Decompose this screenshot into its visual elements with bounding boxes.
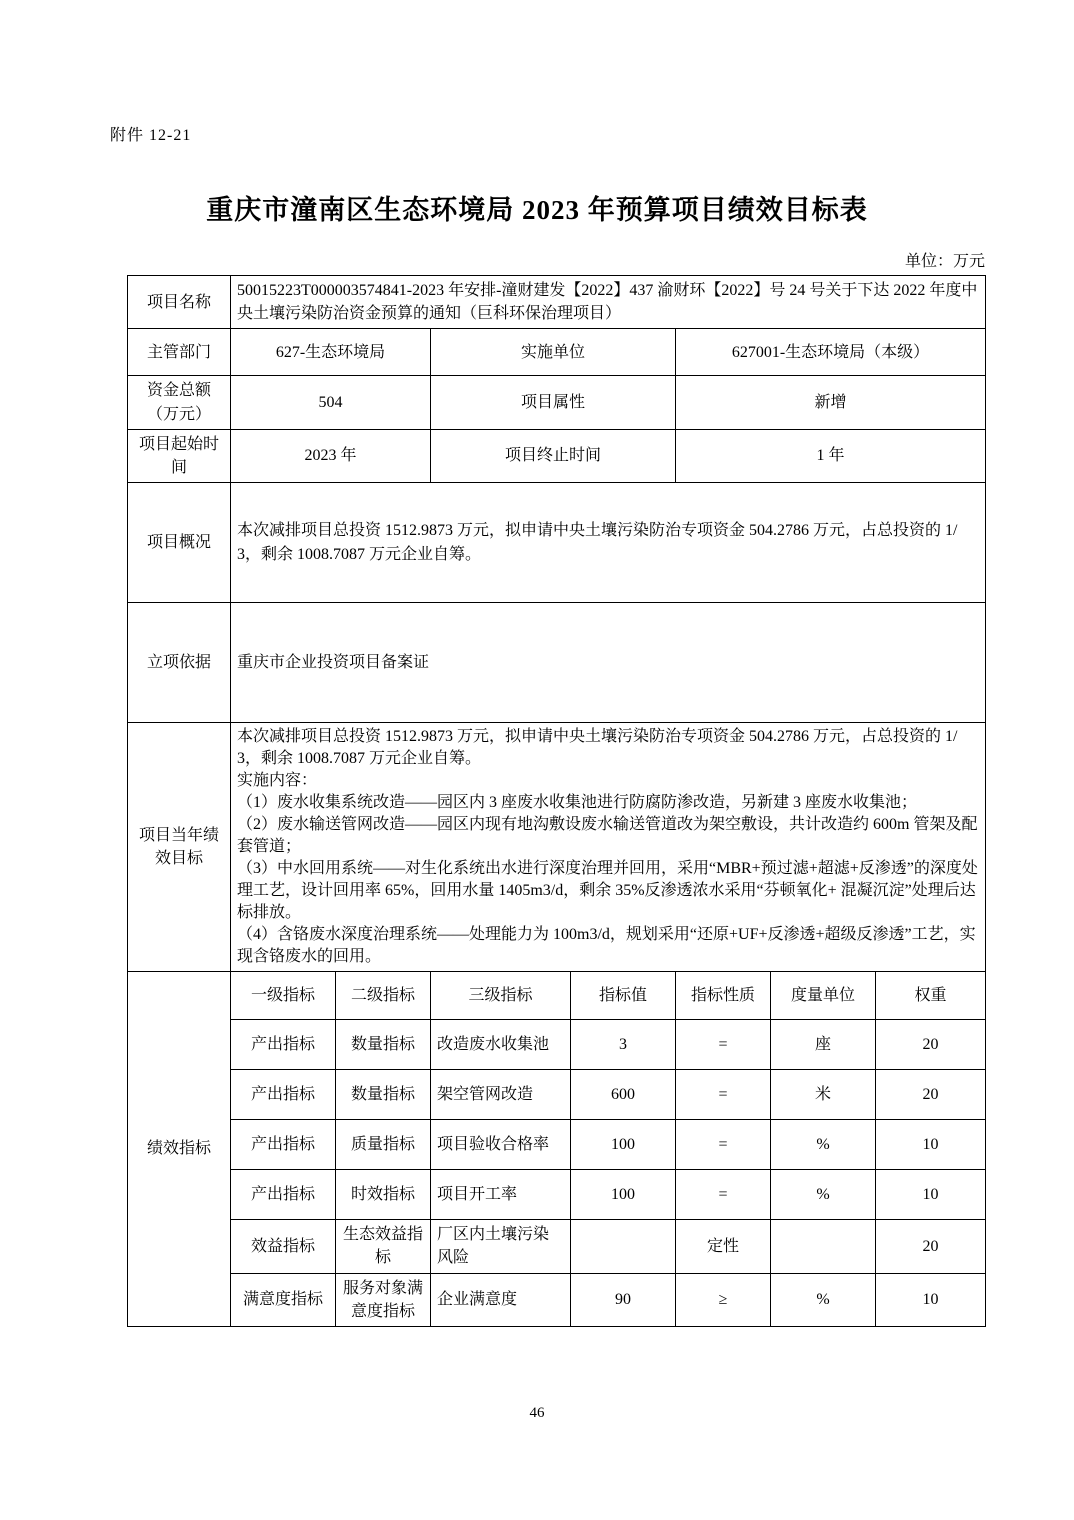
- perf-cell: 改造废水收集池: [431, 1020, 571, 1070]
- perf-cell: %: [771, 1273, 876, 1326]
- perf-cell: 项目开工率: [431, 1170, 571, 1220]
- start-value: 2023 年: [231, 429, 431, 482]
- page-title: 重庆市潼南区生态环境局 2023 年预算项目绩效目标表: [206, 195, 868, 225]
- row-annual-target: [128, 723, 986, 972]
- row-fund: [128, 376, 986, 429]
- perf-cell: 生态效益指标: [336, 1220, 431, 1273]
- perf-row: [128, 1070, 986, 1120]
- overview-label: 项目概况: [128, 483, 231, 603]
- perf-cell: =: [676, 1120, 771, 1170]
- perf-cell: 满意度指标: [231, 1273, 336, 1326]
- perf-header-cell: 指标值: [571, 972, 676, 1020]
- impl-unit-label: 实施单位: [431, 329, 676, 376]
- perf-cell: 项目验收合格率: [431, 1120, 571, 1170]
- impl-unit-value: 627001-生态环境局（本级）: [676, 329, 986, 376]
- perf-row: [128, 1220, 986, 1273]
- perf-header-cell: 一级指标: [231, 972, 336, 1020]
- perf-cell: 产出指标: [231, 1170, 336, 1220]
- perf-cell: =: [676, 1170, 771, 1220]
- perf-cell: 产出指标: [231, 1070, 336, 1120]
- row-time: [128, 429, 986, 482]
- perf-cell: 米: [771, 1070, 876, 1120]
- perf-cell: 10: [876, 1120, 986, 1170]
- perf-row: [128, 1273, 986, 1326]
- perf-cell: =: [676, 1070, 771, 1120]
- annual-target-paragraph: （4）含铬废水深度治理系统——处理能力为 100m3/d，规划采用“还原+UF+反渗透+超级反渗透”工艺，实现含铬废水的回用。: [237, 926, 976, 966]
- dept-value: 627-生态环境局: [231, 329, 431, 376]
- perf-cell: 10: [876, 1170, 986, 1220]
- unit-note: 单位：万元: [904, 253, 985, 270]
- perf-cell: 厂区内土壤污染风险: [431, 1220, 571, 1273]
- perf-cell: 座: [771, 1020, 876, 1070]
- perf-cell: 100: [571, 1170, 676, 1220]
- start-label: 项目起始时间: [128, 429, 231, 482]
- perf-cell: 效益指标: [231, 1220, 336, 1273]
- perf-row: [128, 1170, 986, 1220]
- basis-label: 立项依据: [128, 603, 231, 723]
- annual-target-paragraph: （1）废水收集系统改造——园区内 3 座废水收集池进行防腐防渗改造，另新建 3 座废水收集池；: [237, 794, 918, 812]
- end-value: 1 年: [676, 429, 986, 482]
- perf-cell: 数量指标: [336, 1070, 431, 1120]
- perf-header-row: [128, 972, 986, 1020]
- attr-label: 项目属性: [431, 376, 676, 429]
- perf-header-cell: 度量单位: [771, 972, 876, 1020]
- perf-header-cell: 权重: [876, 972, 986, 1020]
- perf-cell: 产出指标: [231, 1020, 336, 1070]
- annual-target-paragraph: （3）中水回用系统——对生化系统出水进行深度治理并回用，采用“MBR+预过滤+超滤+反渗透”的深度处理工艺，设计回用率 65%，回用水量 1405m3/d，剩余 35%反渗透浓水采用“芬顿氧化+ 混凝沉淀”处理后达标排放。: [237, 860, 978, 922]
- end-label: 项目终止时间: [431, 429, 676, 482]
- perf-cell: 20: [876, 1220, 986, 1273]
- total-fund-value: 504: [231, 376, 431, 429]
- perf-cell: %: [771, 1120, 876, 1170]
- perf-cell: 服务对象满意度指标: [336, 1273, 431, 1326]
- annual-target-paragraph: 本次减排项目总投资 1512.9873 万元，拟申请中央土壤污染防治专项资金 504.2786 万元，占总投资的 1/3，剩余 1008.7087 万元企业自筹。: [237, 728, 958, 768]
- perf-cell: 架空管网改造: [431, 1070, 571, 1120]
- perf-header-cell: 二级指标: [336, 972, 431, 1020]
- perf-cell: 3: [571, 1020, 676, 1070]
- page-number: 46: [529, 1405, 545, 1421]
- project-performance-table: [127, 275, 986, 1327]
- perf-header-cell: 指标性质: [676, 972, 771, 1020]
- dept-label: 主管部门: [128, 329, 231, 376]
- project-name-label: 项目名称: [128, 276, 231, 329]
- perf-cell: 90: [571, 1273, 676, 1326]
- annual-target-text: [237, 726, 979, 968]
- perf-row: [128, 1120, 986, 1170]
- row-basis: [128, 603, 986, 723]
- perf-cell: %: [771, 1170, 876, 1220]
- perf-cell: 质量指标: [336, 1120, 431, 1170]
- perf-label: 绩效指标: [128, 972, 231, 1327]
- perf-cell: [571, 1220, 676, 1273]
- basis-value: 重庆市企业投资项目备案证: [231, 603, 986, 723]
- row-overview: [128, 483, 986, 603]
- overview-value: 本次减排项目总投资 1512.9873 万元，拟申请中央土壤污染防治专项资金 504.2786 万元，占总投资的 1/3，剩余 1008.7087 万元企业自筹。: [231, 483, 986, 603]
- total-fund-label: 资金总额（万元）: [128, 376, 231, 429]
- perf-cell: [771, 1220, 876, 1273]
- annual-target-paragraph: （2）废水输送管网改造——园区内现有地沟敷设废水输送管道改为架空敷设，共计改造约 600m 管架及配套管道；: [237, 816, 978, 856]
- perf-cell: =: [676, 1020, 771, 1070]
- main-table-body: [128, 276, 986, 1327]
- annual-target-label: 项目当年绩效目标: [128, 723, 231, 972]
- perf-cell: 10: [876, 1273, 986, 1326]
- row-dept: [128, 329, 986, 376]
- perf-row: [128, 1020, 986, 1070]
- perf-cell: 企业满意度: [431, 1273, 571, 1326]
- perf-cell: 20: [876, 1020, 986, 1070]
- perf-cell: 600: [571, 1070, 676, 1120]
- perf-cell: ≥: [676, 1273, 771, 1326]
- perf-cell: 时效指标: [336, 1170, 431, 1220]
- project-name-value: 50015223T000003574841-2023 年安排-潼财建发【2022】437 渝财环【2022】号 24 号关于下达 2022 年度中央土壤污染防治资金预算的通知（巨科环保治理项目）: [231, 276, 986, 329]
- attachment-label: 附件 12-21: [110, 127, 192, 144]
- perf-cell: 产出指标: [231, 1120, 336, 1170]
- row-project-name: [128, 276, 986, 329]
- perf-cell: 数量指标: [336, 1020, 431, 1070]
- perf-cell: 定性: [676, 1220, 771, 1273]
- attr-value: 新增: [676, 376, 986, 429]
- perf-header-cell: 三级指标: [431, 972, 571, 1020]
- perf-cell: 20: [876, 1070, 986, 1120]
- perf-cell: 100: [571, 1120, 676, 1170]
- annual-target-paragraph: 实施内容：: [237, 772, 318, 790]
